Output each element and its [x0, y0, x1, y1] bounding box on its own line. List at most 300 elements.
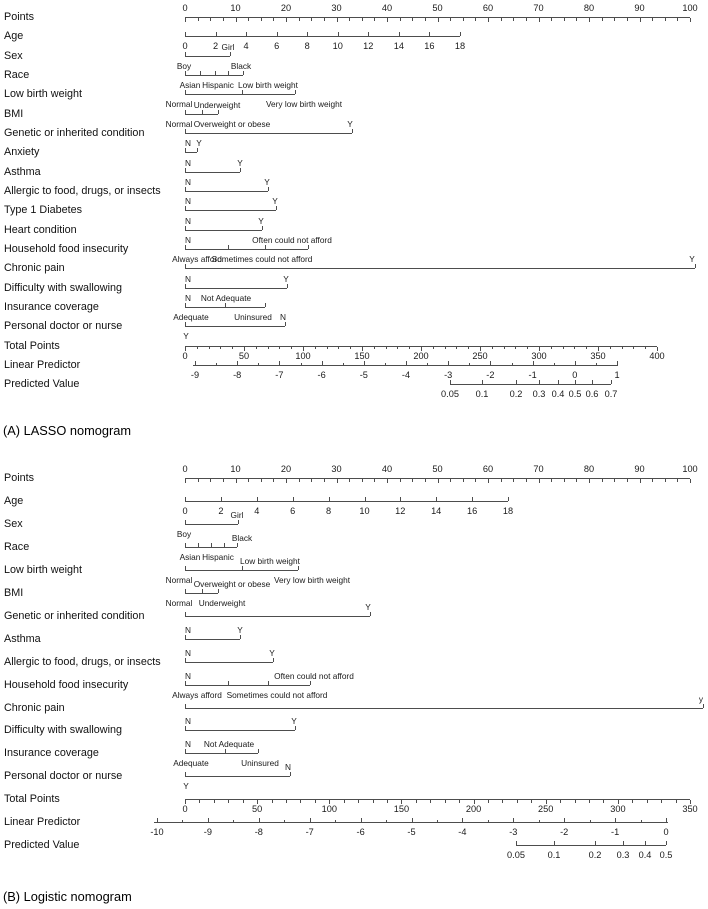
- points-label: 40: [381, 3, 393, 13]
- points-label: 10: [230, 3, 241, 13]
- type-1-diabetes-label: Y: [272, 196, 278, 207]
- points-label: 100: [682, 464, 698, 474]
- linear-predictor-minor-tick: [182, 820, 183, 823]
- points-tick: [236, 479, 237, 483]
- total-points-minor-tick: [344, 800, 345, 803]
- low-birth-weight-axis: [185, 570, 298, 571]
- predicted-value-label: 0.05: [507, 850, 525, 861]
- linear-predictor-label: -10: [150, 827, 164, 838]
- points-minor-tick: [248, 479, 249, 482]
- age-label: 8: [304, 41, 310, 52]
- points-minor-tick: [374, 479, 375, 482]
- asthma-row-label: Asthma: [4, 632, 41, 645]
- linear-predictor-label: -9: [190, 370, 200, 380]
- sex-label: Girl: [221, 41, 235, 52]
- bmi-label: Underweight: [198, 597, 246, 608]
- points-tick: [387, 479, 388, 483]
- total-points-minor-tick: [387, 800, 388, 803]
- predicted-value-tick: [516, 841, 517, 845]
- points-tick: [589, 479, 590, 483]
- low-birth-weight-label: Low birth weight: [238, 80, 298, 91]
- predicted-value-tick: [645, 841, 646, 845]
- linear-predictor-row-label: Linear Predictor: [4, 816, 81, 829]
- low-birth-weight-tick: [185, 566, 186, 570]
- household-food-insecurity-label: Often could not afford: [274, 670, 354, 681]
- age-tick: [293, 497, 294, 501]
- points-minor-tick: [576, 479, 577, 482]
- race-row-label: Race: [4, 69, 30, 81]
- predicted-value-label: 0.4: [551, 389, 565, 400]
- personal-doctor-or-nurse-label: N: [280, 312, 286, 323]
- linear-predictor-minor-tick: [335, 820, 336, 823]
- chronic-pain-tick: [185, 704, 186, 708]
- points-minor-tick: [677, 479, 678, 482]
- age-label: 16: [466, 505, 478, 516]
- race-label: Asian: [179, 551, 201, 562]
- age-tick: [221, 497, 222, 501]
- points-minor-tick: [501, 479, 502, 482]
- panel-a-caption: (A) LASSO nomogram: [3, 423, 132, 438]
- insurance-coverage-label: N: [185, 739, 191, 750]
- difficulty-with-swallowing-label: N: [185, 273, 191, 284]
- total-points-label: 150: [354, 350, 370, 361]
- points-label: 80: [583, 464, 595, 474]
- low-birth-weight-row-label: Low birth weight: [4, 563, 83, 576]
- difficulty-with-swallowing-label: Y: [283, 273, 289, 284]
- age-label: 14: [431, 505, 442, 516]
- total-points-minor-tick: [214, 800, 215, 803]
- age-label: 14: [393, 41, 405, 52]
- linear-predictor-label: -1: [528, 370, 537, 380]
- linear-predictor-label: -1: [611, 827, 620, 838]
- race-label: Asian: [179, 80, 201, 90]
- household-food-insecurity-label: N: [185, 235, 191, 245]
- type-1-diabetes-label: N: [185, 196, 191, 207]
- points-tick: [488, 479, 489, 483]
- linear-predictor-label: -8: [233, 370, 242, 380]
- race-label: Hispanic: [202, 551, 234, 562]
- genetic-or-inherited-condition-row-label: Genetic or inherited condition: [4, 127, 145, 139]
- genetic-or-inherited-condition-axis: [185, 616, 370, 617]
- points-minor-tick: [475, 479, 476, 482]
- points-minor-tick: [362, 479, 363, 482]
- chronic-pain-label: y: [698, 693, 704, 704]
- total-points-axis: [185, 799, 690, 800]
- points-label: 70: [533, 3, 544, 13]
- predicted-value-label: 0.2: [509, 389, 523, 400]
- race-label: Hispanic: [202, 80, 234, 90]
- difficulty-with-swallowing-axis: [185, 730, 295, 731]
- linear-predictor-minor-tick: [386, 820, 387, 823]
- linear-predictor-minor-tick: [284, 820, 285, 823]
- bmi-label: Underweight: [193, 99, 241, 110]
- chronic-pain-row-label: Chronic pain: [4, 262, 65, 275]
- chronic-pain-tick: [703, 704, 704, 708]
- personal-doctor-or-nurse-axis: [185, 776, 290, 777]
- total-points-minor-tick: [488, 800, 489, 803]
- genetic-or-inherited-condition-tick: [185, 612, 186, 616]
- predicted-value-label: 0.3: [532, 389, 546, 400]
- points-minor-tick: [412, 479, 413, 482]
- total-points-label: 100: [321, 804, 337, 815]
- predicted-value-label: 0.5: [659, 850, 673, 861]
- difficulty-with-swallowing-row-label: Difficulty with swallowing: [4, 281, 123, 294]
- age-tick: [365, 497, 366, 501]
- predicted-value-label: 0.1: [547, 850, 561, 861]
- sex-tick: [238, 520, 239, 524]
- points-label: 100: [682, 3, 698, 13]
- household-food-insecurity-label: Sometimes could not afford: [226, 689, 328, 700]
- asthma-label: N: [185, 624, 191, 635]
- difficulty-with-swallowing-tick: [295, 726, 296, 730]
- household-food-insecurity-row-label: Household food insecurity: [4, 243, 129, 255]
- points-minor-tick: [273, 479, 274, 482]
- household-food-insecurity-tick: [310, 681, 311, 685]
- bmi-row-label: BMI: [4, 107, 24, 120]
- age-row-label: Age: [4, 494, 24, 507]
- allergic-to-food-drugs-or-insects-label: N: [185, 647, 191, 658]
- total-points-minor-tick: [531, 800, 532, 803]
- linear-predictor-minor-tick: [641, 820, 642, 823]
- household-food-insecurity-tick: [268, 681, 269, 685]
- linear-predictor-label: -4: [458, 827, 467, 838]
- insurance-coverage-tick: [258, 749, 259, 753]
- total-points-minor-tick: [199, 800, 200, 803]
- linear-predictor-label: -6: [317, 370, 326, 380]
- linear-predictor-minor-tick: [437, 820, 438, 823]
- bmi-tick: [202, 589, 203, 593]
- linear-predictor-label: -2: [486, 370, 495, 380]
- points-tick: [438, 479, 439, 483]
- predicted-value-tick: [623, 841, 624, 845]
- difficulty-with-swallowing-label: N: [185, 716, 191, 727]
- points-label: 50: [432, 464, 443, 474]
- age-label: 0: [182, 505, 188, 516]
- insurance-coverage-label: Uninsured: [241, 758, 279, 769]
- points-label: 30: [331, 3, 342, 13]
- anxiety-label: Y: [196, 138, 202, 149]
- total-points-minor-tick: [445, 800, 446, 803]
- total-points-minor-tick: [632, 800, 633, 803]
- linear-predictor-label: -7: [305, 827, 314, 838]
- linear-predictor-label: 1: [614, 370, 620, 380]
- asthma-tick: [240, 635, 241, 639]
- genetic-or-inherited-condition-tick: [370, 612, 371, 616]
- age-label: 16: [424, 41, 435, 52]
- total-points-minor-tick: [603, 800, 604, 803]
- race-tick: [237, 543, 238, 547]
- total-points-label: 350: [682, 804, 698, 815]
- insurance-coverage-label: Adequate: [173, 758, 209, 769]
- points-minor-tick: [614, 479, 615, 482]
- total-points-minor-tick: [286, 800, 287, 803]
- asthma-label: Y: [237, 157, 243, 168]
- points-minor-tick: [665, 479, 666, 482]
- points-minor-tick: [349, 479, 350, 482]
- linear-predictor-tick: [666, 818, 667, 822]
- linear-predictor-axis: [154, 822, 668, 823]
- household-food-insecurity-label: Often could not afford: [252, 235, 332, 245]
- sex-row-label: Sex: [4, 517, 23, 530]
- linear-predictor-label: -6: [356, 827, 365, 838]
- personal-doctor-or-nurse-label: Y: [183, 331, 189, 342]
- age-tick: [508, 497, 509, 501]
- race-label: Black: [230, 61, 252, 71]
- points-label: 10: [230, 464, 241, 474]
- points-minor-tick: [513, 479, 514, 482]
- points-label: 50: [432, 3, 443, 13]
- linear-predictor-tick: [157, 818, 158, 822]
- points-row-label: Points: [4, 472, 35, 484]
- linear-predictor-label: 0: [663, 827, 669, 838]
- type-1-diabetes-row-label: Type 1 Diabetes: [4, 204, 83, 217]
- points-label: 0: [182, 464, 188, 474]
- personal-doctor-or-nurse-row-label: Personal doctor or nurse: [4, 320, 123, 333]
- bmi-label: Normal: [165, 118, 193, 129]
- total-points-minor-tick: [416, 800, 417, 803]
- age-tick: [472, 497, 473, 501]
- points-minor-tick: [425, 479, 426, 482]
- linear-predictor-row-label: Linear Predictor: [4, 359, 81, 371]
- anxiety-label: N: [185, 138, 191, 149]
- points-label: 90: [634, 464, 645, 474]
- total-points-minor-tick: [358, 800, 359, 803]
- low-birth-weight-label: Very low birth weight: [273, 574, 351, 585]
- total-points-minor-tick: [459, 800, 460, 803]
- allergic-to-food-drugs-or-insects-label: Y: [264, 177, 270, 187]
- points-minor-tick: [564, 479, 565, 482]
- total-points-label: 50: [251, 804, 263, 815]
- household-food-insecurity-tick: [185, 681, 186, 685]
- difficulty-with-swallowing-label: Y: [291, 716, 297, 727]
- insurance-coverage-row-label: Insurance coverage: [4, 747, 99, 760]
- total-points-label: 300: [531, 350, 547, 361]
- points-minor-tick: [400, 479, 401, 482]
- race-tick: [185, 543, 186, 547]
- age-label: 2: [218, 505, 224, 516]
- total-points-minor-tick: [300, 800, 301, 803]
- linear-predictor-label: -9: [203, 827, 212, 838]
- points-label: 60: [482, 464, 494, 474]
- total-points-minor-tick: [517, 800, 518, 803]
- sex-row-label: Sex: [4, 49, 23, 62]
- linear-predictor-label: -5: [359, 370, 368, 380]
- predicted-value-label: 0.05: [441, 389, 459, 400]
- insurance-coverage-label: Uninsured: [234, 312, 272, 322]
- insurance-coverage-label: Not Adequate: [200, 293, 252, 303]
- total-points-minor-tick: [589, 800, 590, 803]
- insurance-coverage-tick: [185, 749, 186, 753]
- race-axis: [185, 547, 237, 548]
- sex-label: Boy: [176, 60, 192, 71]
- difficulty-with-swallowing-tick: [185, 726, 186, 730]
- insurance-coverage-label: Adequate: [173, 312, 209, 322]
- insurance-coverage-label: Not Adequate: [203, 739, 255, 750]
- asthma-row-label: Asthma: [4, 165, 41, 178]
- asthma-label: Y: [237, 624, 243, 635]
- age-tick: [436, 497, 437, 501]
- difficulty-with-swallowing-row-label: Difficulty with swallowing: [4, 724, 123, 737]
- total-points-label: 200: [465, 804, 482, 815]
- linear-predictor-label: -8: [254, 827, 263, 838]
- chronic-pain-row-label: Chronic pain: [4, 701, 65, 714]
- age-tick: [257, 497, 258, 501]
- allergic-to-food-drugs-or-insects-tick: [273, 658, 274, 662]
- bmi-tick: [218, 589, 219, 593]
- insurance-coverage-label: N: [185, 293, 191, 303]
- total-points-row-label: Total Points: [4, 793, 60, 806]
- race-tick: [224, 543, 225, 547]
- age-label: 0: [182, 41, 188, 52]
- points-tick: [640, 479, 641, 483]
- allergic-to-food-drugs-or-insects-tick: [185, 658, 186, 662]
- predicted-value-label: 0.5: [568, 389, 582, 400]
- total-points-minor-tick: [243, 800, 244, 803]
- points-label: 20: [280, 464, 292, 474]
- predicted-value-tick: [595, 841, 596, 845]
- points-minor-tick: [450, 479, 451, 482]
- low-birth-weight-label: Very low birth weight: [265, 99, 343, 110]
- race-tick: [198, 543, 199, 547]
- points-minor-tick: [463, 479, 464, 482]
- age-row-label: Age: [4, 30, 24, 43]
- linear-predictor-tick: [208, 818, 209, 822]
- linear-predictor-tick: [361, 818, 362, 822]
- household-food-insecurity-row-label: Household food insecurity: [4, 678, 129, 691]
- total-points-minor-tick: [575, 800, 576, 803]
- linear-predictor-label: -7: [275, 370, 284, 380]
- points-row-label: Points: [4, 11, 35, 23]
- points-label: 70: [533, 464, 544, 474]
- age-axis: [185, 501, 508, 502]
- age-tick: [185, 497, 186, 501]
- chronic-pain-label: Y: [689, 254, 695, 265]
- total-points-minor-tick: [661, 800, 662, 803]
- age-tick: [400, 497, 401, 501]
- predicted-value-label: 0.7: [604, 389, 618, 400]
- age-label: 6: [290, 505, 296, 516]
- household-food-insecurity-tick: [228, 681, 229, 685]
- age-label: 10: [359, 505, 370, 516]
- low-birth-weight-tick: [242, 566, 243, 570]
- anxiety-row-label: Anxiety: [4, 146, 40, 159]
- predicted-value-label: 0.4: [638, 850, 652, 861]
- linear-predictor-minor-tick: [233, 820, 234, 823]
- total-points-minor-tick: [315, 800, 316, 803]
- sex-label: Boy: [176, 528, 192, 539]
- asthma-axis: [185, 639, 240, 640]
- points-minor-tick: [210, 479, 211, 482]
- points-minor-tick: [526, 479, 527, 482]
- race-tick: [211, 543, 212, 547]
- linear-predictor-tick: [462, 818, 463, 822]
- total-points-minor-tick: [502, 800, 503, 803]
- age-label: 8: [326, 505, 332, 516]
- total-points-minor-tick: [430, 800, 431, 803]
- points-minor-tick: [261, 479, 262, 482]
- points-minor-tick: [551, 479, 552, 482]
- linear-predictor-label: 0: [572, 370, 578, 380]
- linear-predictor-tick: [615, 818, 616, 822]
- low-birth-weight-row-label: Low birth weight: [4, 88, 83, 101]
- total-points-minor-tick: [272, 800, 273, 803]
- total-points-minor-tick: [676, 800, 677, 803]
- linear-predictor-label: -3: [509, 827, 518, 838]
- age-label: 12: [395, 505, 406, 516]
- sex-tick: [185, 520, 186, 524]
- total-points-label: 350: [590, 350, 606, 361]
- age-label: 2: [213, 41, 219, 52]
- total-points-label: 100: [295, 350, 311, 361]
- allergic-to-food-drugs-or-insects-label: Y: [269, 647, 275, 658]
- predicted-value-label: 0.3: [616, 850, 630, 861]
- total-points-label: 200: [413, 350, 429, 361]
- points-minor-tick: [602, 479, 603, 482]
- linear-predictor-minor-tick: [488, 820, 489, 823]
- age-label: 10: [332, 41, 343, 52]
- points-label: 60: [482, 3, 494, 13]
- points-minor-tick: [311, 479, 312, 482]
- points-tick: [337, 479, 338, 483]
- linear-predictor-tick: [564, 818, 565, 822]
- predicted-value-tick: [666, 841, 667, 845]
- age-tick: [329, 497, 330, 501]
- points-tick: [539, 479, 540, 483]
- allergic-to-food-drugs-or-insects-label: N: [185, 177, 191, 187]
- chronic-pain-axis: [185, 708, 703, 709]
- points-minor-tick: [299, 479, 300, 482]
- linear-predictor-label: -2: [560, 827, 569, 838]
- panel-b-caption: (B) Logistic nomogram: [3, 889, 132, 904]
- age-label: 4: [254, 505, 260, 516]
- low-birth-weight-label: Normal: [165, 99, 193, 110]
- total-points-label: 50: [238, 350, 250, 361]
- bmi-label: Overweight or obese: [193, 118, 271, 129]
- race-row-label: Race: [4, 540, 30, 553]
- total-points-label: 250: [538, 804, 554, 815]
- personal-doctor-or-nurse-label: N: [285, 762, 291, 773]
- total-points-label: 0: [182, 804, 188, 815]
- points-minor-tick: [652, 479, 653, 482]
- insurance-coverage-row-label: Insurance coverage: [4, 301, 99, 313]
- predicted-value-label: 0.1: [475, 389, 489, 400]
- predicted-value-label: 0.2: [588, 850, 602, 861]
- asthma-tick: [185, 635, 186, 639]
- total-points-label: 400: [649, 350, 665, 361]
- insurance-coverage-axis: [185, 753, 258, 754]
- low-birth-weight-label: Normal: [165, 574, 193, 585]
- linear-predictor-label: -3: [444, 370, 453, 380]
- points-minor-tick: [198, 479, 199, 482]
- allergic-to-food-drugs-or-insects-axis: [185, 662, 273, 663]
- bmi-tick: [185, 589, 186, 593]
- points-label: 80: [583, 3, 595, 13]
- bmi-label: Overweight or obese: [193, 578, 271, 589]
- points-minor-tick: [627, 479, 628, 482]
- points-label: 90: [634, 3, 645, 13]
- total-points-minor-tick: [228, 800, 229, 803]
- predicted-value-row-label: Predicted Value: [4, 378, 80, 391]
- linear-predictor-tick: [513, 818, 514, 822]
- personal-doctor-or-nurse-row-label: Personal doctor or nurse: [4, 770, 123, 783]
- points-minor-tick: [223, 479, 224, 482]
- sex-label: Girl: [230, 509, 244, 520]
- bmi-row-label: BMI: [4, 586, 24, 599]
- low-birth-weight-tick: [298, 566, 299, 570]
- household-food-insecurity-label: Always afford: [172, 254, 222, 264]
- age-label: 18: [454, 41, 466, 52]
- total-points-label: 150: [393, 804, 410, 815]
